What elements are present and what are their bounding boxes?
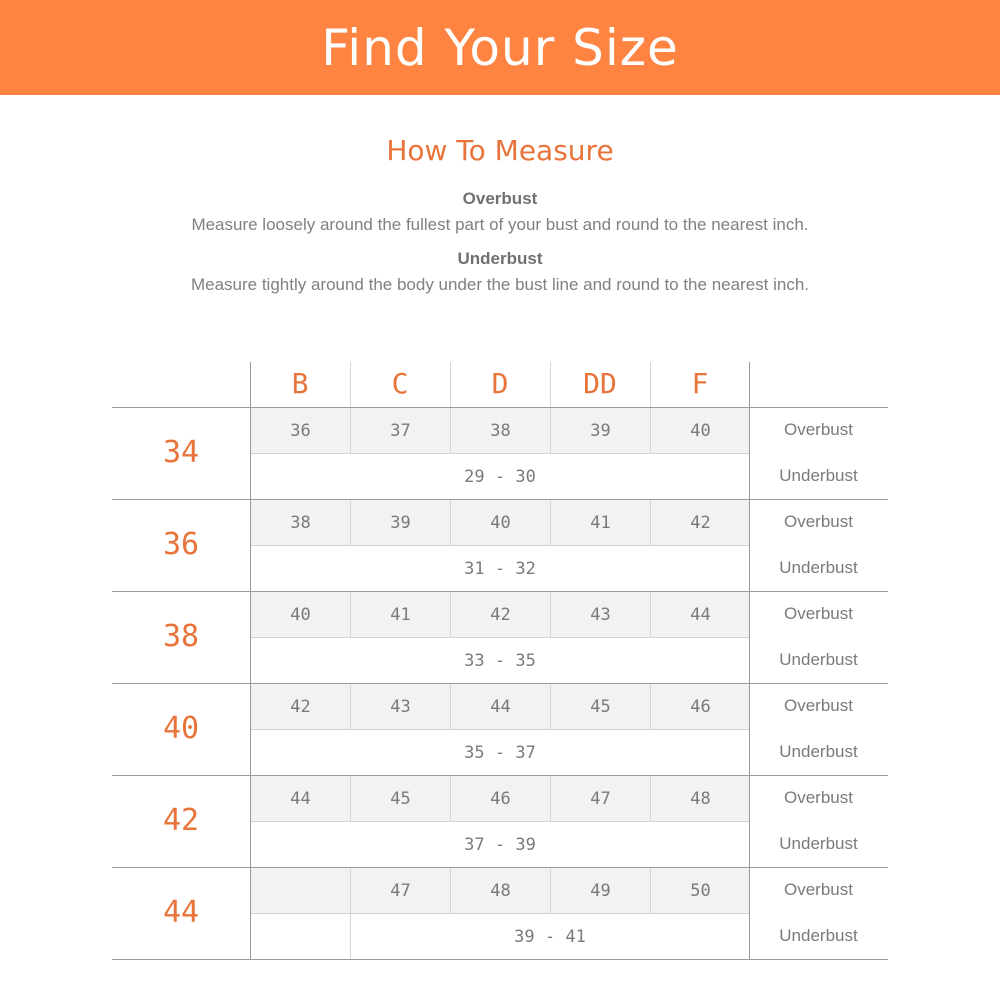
overbust-cell: 42 xyxy=(651,500,750,545)
cell-divider xyxy=(650,775,651,821)
header-banner xyxy=(0,0,1000,95)
overbust-cell: 41 xyxy=(551,500,650,545)
overbust-cell: 43 xyxy=(551,592,650,637)
table-left-border xyxy=(250,362,251,959)
overbust-cell: 42 xyxy=(251,684,350,729)
overbust-cell: 44 xyxy=(251,776,350,821)
how-to-measure-title: How To Measure xyxy=(386,134,614,167)
cell-divider xyxy=(450,407,451,453)
overbust-cell: 39 xyxy=(551,408,650,453)
overbust-cell: 44 xyxy=(451,684,550,729)
band-size: 42 xyxy=(162,803,200,838)
underbust-range: 29 - 30 xyxy=(464,467,536,487)
header-divider xyxy=(450,362,451,407)
cell-divider xyxy=(650,867,651,913)
overbust-cell: 43 xyxy=(351,684,450,729)
cell-divider xyxy=(550,867,551,913)
cell-divider xyxy=(350,913,351,959)
row-divider xyxy=(250,821,750,822)
overbust-cell: 47 xyxy=(551,776,650,821)
cell-divider xyxy=(650,683,651,729)
row-separator xyxy=(112,683,888,684)
underbust-label: Underbust xyxy=(779,650,858,669)
cell-divider xyxy=(450,867,451,913)
row-divider xyxy=(250,637,750,638)
underbust-range: 39 - 41 xyxy=(514,927,586,947)
overbust-cell: 37 xyxy=(351,408,450,453)
row-separator xyxy=(112,499,888,500)
overbust-cell: 46 xyxy=(651,684,750,729)
overbust-label: Overbust xyxy=(784,420,853,439)
cell-divider xyxy=(550,407,551,453)
cell-divider xyxy=(350,407,351,453)
underbust-range: 37 - 39 xyxy=(464,835,536,855)
overbust-cell: 38 xyxy=(251,500,350,545)
underbust-range: 35 - 37 xyxy=(464,743,536,763)
overbust-label: Overbust xyxy=(784,512,853,531)
row-divider xyxy=(250,729,750,730)
underbust-range: 31 - 32 xyxy=(464,559,536,579)
band-size: 34 xyxy=(162,435,200,470)
cell-divider xyxy=(450,775,451,821)
overbust-label: Overbust xyxy=(784,880,853,899)
cell-divider xyxy=(350,499,351,545)
cup-header-d: D xyxy=(491,367,509,400)
row-separator xyxy=(112,867,888,868)
page-title: Find Your Size xyxy=(321,18,679,77)
overbust-cell: 41 xyxy=(351,592,450,637)
overbust-cell: 44 xyxy=(651,592,750,637)
cell-divider xyxy=(350,591,351,637)
cell-divider xyxy=(350,683,351,729)
band-size: 44 xyxy=(162,895,200,930)
overbust-cell: 39 xyxy=(351,500,450,545)
overbust-cell: 49 xyxy=(551,868,650,913)
cell-divider xyxy=(550,499,551,545)
header-divider xyxy=(350,362,351,407)
cell-divider xyxy=(650,407,651,453)
row-divider xyxy=(250,453,750,454)
row-separator xyxy=(112,775,888,776)
row-separator xyxy=(112,591,888,592)
table-bottom-line xyxy=(112,959,888,960)
overbust-cell: 45 xyxy=(351,776,450,821)
cell-divider xyxy=(550,591,551,637)
overbust-cell: 40 xyxy=(451,500,550,545)
cell-divider xyxy=(450,499,451,545)
row-divider xyxy=(250,913,750,914)
underbust-label: Underbust xyxy=(779,926,858,945)
cell-divider xyxy=(450,591,451,637)
band-size: 36 xyxy=(162,527,200,562)
table-right-border xyxy=(749,362,750,959)
cell-divider xyxy=(350,867,351,913)
overbust-cell: 40 xyxy=(651,408,750,453)
overbust-cell: 36 xyxy=(251,408,350,453)
overbust-cell: 40 xyxy=(251,592,350,637)
underbust-label: Underbust xyxy=(779,742,858,761)
cell-divider xyxy=(450,683,451,729)
overbust-cell: 47 xyxy=(351,868,450,913)
overbust-label: Overbust xyxy=(784,696,853,715)
band-size: 38 xyxy=(162,619,200,654)
cup-header-dd: DD xyxy=(583,367,617,400)
cell-divider xyxy=(350,775,351,821)
overbust-cell: 48 xyxy=(651,776,750,821)
overbust-cell: 48 xyxy=(451,868,550,913)
header-divider xyxy=(550,362,551,407)
overbust-cell: 38 xyxy=(451,408,550,453)
underbust-instructions: Measure tightly around the body under the bust line and round to the nearest inch. xyxy=(190,275,810,294)
underbust-heading: Underbust xyxy=(457,249,543,268)
overbust-cell xyxy=(251,868,350,913)
overbust-cell: 45 xyxy=(551,684,650,729)
overbust-cell: 46 xyxy=(451,776,550,821)
cup-header-f: F xyxy=(691,367,709,400)
row-separator xyxy=(112,407,888,408)
overbust-instructions: Measure loosely around the fullest part of your bust and round to the nearest inch. xyxy=(191,215,809,234)
overbust-cell: 50 xyxy=(651,868,750,913)
row-divider xyxy=(250,545,750,546)
underbust-label: Underbust xyxy=(779,466,858,485)
cup-header-b: B xyxy=(291,367,309,400)
overbust-label: Overbust xyxy=(784,788,853,807)
cell-divider xyxy=(650,499,651,545)
header-divider xyxy=(650,362,651,407)
cell-divider xyxy=(650,591,651,637)
overbust-label: Overbust xyxy=(784,604,853,623)
band-size: 40 xyxy=(162,711,200,746)
underbust-label: Underbust xyxy=(779,834,858,853)
underbust-label: Underbust xyxy=(779,558,858,577)
overbust-cell: 42 xyxy=(451,592,550,637)
overbust-heading: Overbust xyxy=(462,189,538,208)
cell-divider xyxy=(550,775,551,821)
cup-header-c: C xyxy=(391,367,409,400)
underbust-range: 33 - 35 xyxy=(464,651,536,671)
cell-divider xyxy=(550,683,551,729)
